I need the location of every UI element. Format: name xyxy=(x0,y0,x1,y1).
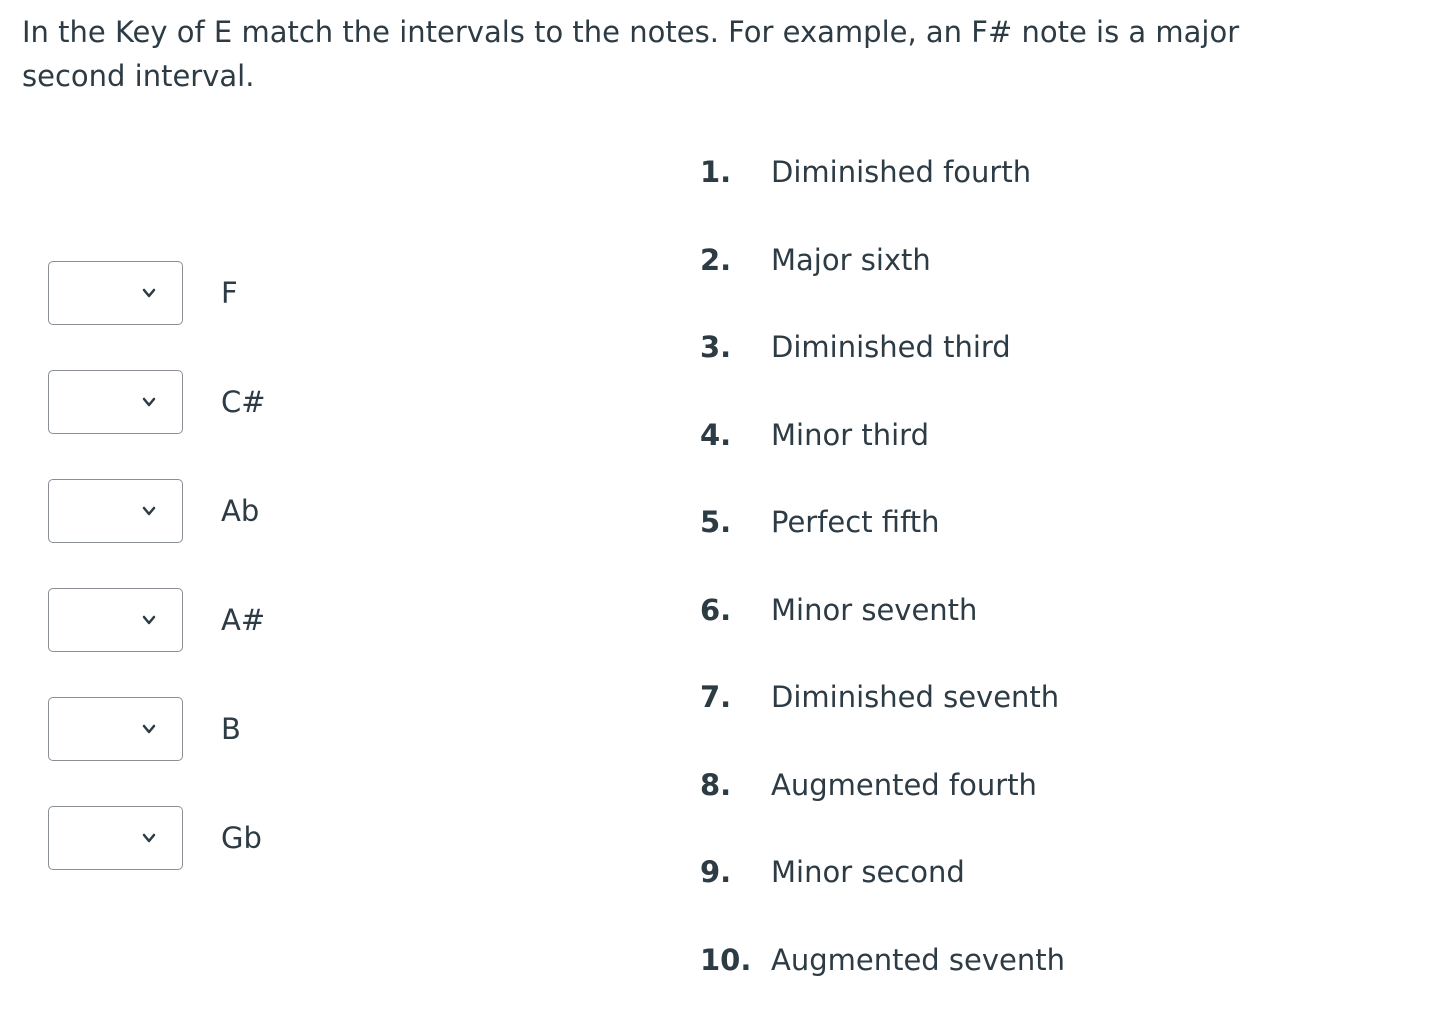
match-row xyxy=(48,260,266,326)
answer-label: Augmented seventh xyxy=(771,938,1065,982)
note-label: C# xyxy=(221,385,266,419)
match-row xyxy=(48,478,266,544)
question-prompt: In the Key of E match the intervals to the notes. For example, an F# note is a major second interval. xyxy=(22,10,1322,98)
answer-number: 10. xyxy=(700,938,771,982)
answer-label: Perfect fifth xyxy=(771,500,940,544)
answer-label: Augmented fourth xyxy=(771,763,1037,807)
answer-select-1[interactable] xyxy=(48,261,183,325)
answer-select-2[interactable] xyxy=(48,370,183,434)
answer-label: Diminished fourth xyxy=(771,150,1031,194)
answer-option xyxy=(700,238,1065,326)
answer-option xyxy=(700,675,1065,763)
match-row xyxy=(48,369,266,435)
answer-option xyxy=(700,763,1065,851)
chevron-down-icon xyxy=(142,504,156,518)
answer-label: Diminished third xyxy=(771,325,1011,369)
answer-label: Diminished seventh xyxy=(771,675,1059,719)
answer-select-5[interactable] xyxy=(48,697,183,761)
answer-label: Minor seventh xyxy=(771,588,977,632)
answer-select-3[interactable] xyxy=(48,479,183,543)
answer-option xyxy=(700,413,1065,501)
answer-option xyxy=(700,850,1065,938)
answer-option xyxy=(700,588,1065,676)
answer-options-list xyxy=(700,150,1065,1025)
answer-option xyxy=(700,150,1065,238)
answer-option xyxy=(700,938,1065,1025)
note-label: Gb xyxy=(221,821,262,855)
answer-number: 9. xyxy=(700,850,771,894)
answer-label: Minor second xyxy=(771,850,965,894)
match-row xyxy=(48,696,266,762)
answer-label: Major sixth xyxy=(771,238,931,282)
answer-number: 3. xyxy=(700,325,771,369)
answer-select-4[interactable] xyxy=(48,588,183,652)
answer-number: 4. xyxy=(700,413,771,457)
note-label: B xyxy=(221,712,241,746)
answer-label: Minor third xyxy=(771,413,929,457)
chevron-down-icon xyxy=(142,613,156,627)
answer-option xyxy=(700,500,1065,588)
answer-option xyxy=(700,325,1065,413)
answer-number: 1. xyxy=(700,150,771,194)
answer-number: 7. xyxy=(700,675,771,719)
match-row xyxy=(48,587,266,653)
note-label: Ab xyxy=(221,494,259,528)
answer-select-6[interactable] xyxy=(48,806,183,870)
note-label: F xyxy=(221,276,238,310)
chevron-down-icon xyxy=(142,395,156,409)
chevron-down-icon xyxy=(142,722,156,736)
note-label: A# xyxy=(221,603,265,637)
answer-number: 8. xyxy=(700,763,771,807)
chevron-down-icon xyxy=(142,286,156,300)
chevron-down-icon xyxy=(142,831,156,845)
match-row xyxy=(48,805,266,871)
answer-number: 6. xyxy=(700,588,771,632)
answer-number: 2. xyxy=(700,238,771,282)
answer-number: 5. xyxy=(700,500,771,544)
match-list xyxy=(48,260,266,914)
